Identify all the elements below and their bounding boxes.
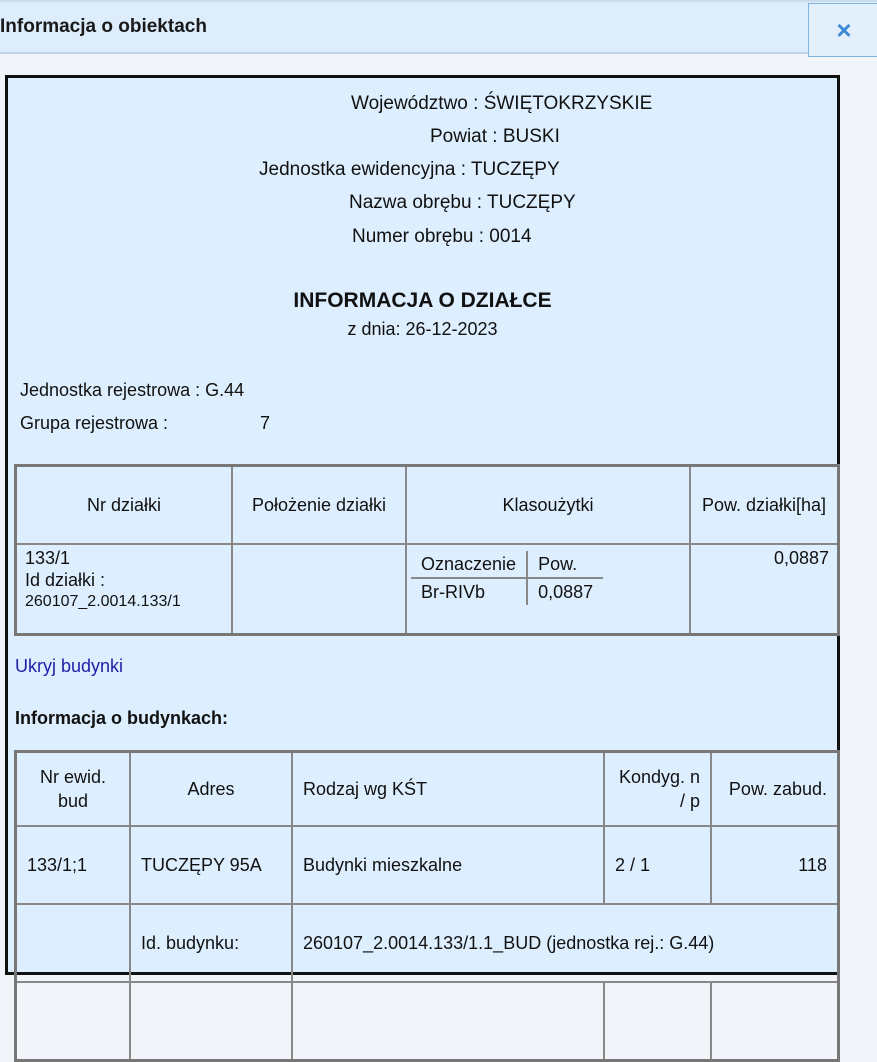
col-header: Kondyg. n / p	[604, 752, 711, 827]
page-heading: INFORMACJA O DZIAŁCE	[293, 289, 552, 312]
parcel-area: 0,0887	[690, 544, 839, 635]
parcel-id-label: Id działki :	[25, 570, 106, 590]
report-date: z dnia: 26-12-2023	[347, 319, 498, 339]
building-id-label: Id. budynku:	[130, 904, 292, 982]
object-info-panel	[5, 75, 840, 975]
registry-unit-line: Jednostka rejestrowa : G.44	[20, 380, 245, 400]
registry-group-label: Grupa rejestrowa :	[20, 413, 169, 433]
voivodeship: Województwo : ŚWIĘTOKRZYSKIE	[351, 93, 653, 114]
parcel-number: 133/1	[25, 548, 71, 568]
col-header: Pow. działki[ha]	[690, 466, 839, 545]
class-header: Pow.	[527, 551, 603, 578]
county: Powiat : BUSKI	[430, 126, 560, 147]
empty-cell	[16, 904, 131, 982]
buildings-heading: Informacja o budynkach:	[15, 708, 229, 728]
table-row	[16, 904, 839, 982]
hide-buildings-link[interactable]: Ukryj budynki	[15, 656, 124, 676]
col-header: Rodzaj wg KŚT	[292, 752, 604, 827]
parcel-id: 260107_2.0014.133/1	[25, 593, 181, 610]
buildings-table	[14, 750, 840, 1062]
registry-unit: Jednostka ewidencyjna : TUCZĘPY	[259, 159, 560, 180]
table-row	[16, 826, 839, 904]
table-row	[16, 982, 839, 1061]
building-floors: 2 / 1	[604, 826, 711, 904]
building-address: TUCZĘPY 95A	[130, 826, 292, 904]
building-area: 118	[711, 826, 839, 904]
col-header: Adres	[130, 752, 292, 827]
window-titlebar	[0, 0, 877, 54]
class-code: Br-RIVb	[411, 578, 527, 605]
parcel-location-cell	[232, 544, 406, 635]
registry-group-value: 7	[260, 413, 271, 433]
parcel-number-cell	[16, 544, 233, 635]
table-row	[16, 544, 839, 635]
col-header: Klasoużytki	[406, 466, 690, 545]
col-header: Położenie działki	[232, 466, 406, 545]
land-class-table	[411, 551, 603, 605]
parcel-table	[14, 464, 840, 636]
close-icon: ×	[836, 14, 852, 45]
close-button[interactable]	[808, 3, 877, 57]
window-title: Informacja o obiektach	[0, 16, 207, 37]
precinct-name: Nazwa obrębu : TUCZĘPY	[349, 192, 576, 213]
class-header: Oznaczenie	[411, 551, 527, 578]
building-type: Budynki mieszkalne	[292, 826, 604, 904]
class-area: 0,0887	[538, 582, 594, 602]
building-id: 260107_2.0014.133/1.1_BUD (jednostka rej.: G.44)	[292, 904, 839, 982]
precinct-number: Numer obrębu : 0014	[352, 226, 532, 247]
col-header: Nr działki	[16, 466, 233, 545]
col-header: Nr ewid. bud	[16, 752, 131, 827]
building-number: 133/1;1	[16, 826, 131, 904]
col-header: Pow. zabud.	[711, 752, 839, 827]
land-class-cell	[406, 544, 690, 635]
